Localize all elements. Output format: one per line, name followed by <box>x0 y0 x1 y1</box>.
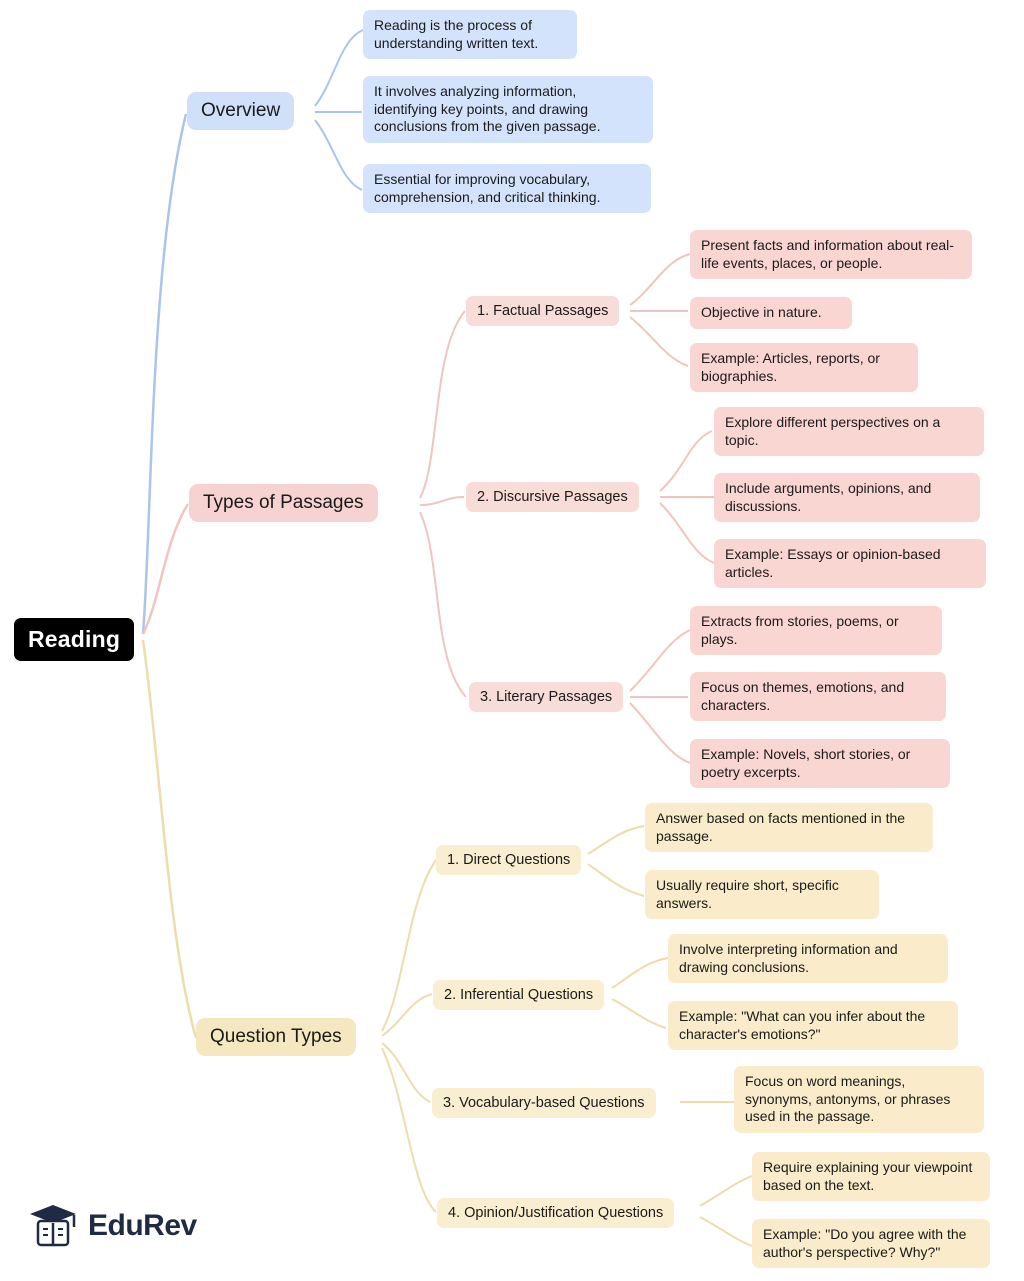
leaf-node-literary-1[interactable] <box>690 606 942 655</box>
leaf-node-opinion-2[interactable] <box>752 1219 990 1268</box>
leaf-node-discursive-1[interactable] <box>714 407 984 456</box>
leaf-label: Extracts from stories, poems, or plays. <box>701 613 899 647</box>
sub-node-label: 4. Opinion/Justification Questions <box>448 1205 664 1221</box>
sub-node-label: 2. Discursive Passages <box>477 489 628 505</box>
leaf-label: Explore different perspectives on a topic. <box>725 414 941 448</box>
sub-node-opinion-questions[interactable] <box>437 1198 674 1228</box>
branch-node-question-types-label: Question Types <box>210 1026 342 1047</box>
graduation-cap-icon <box>26 1201 80 1251</box>
leaf-label: Answer based on facts mentioned in the passage. <box>656 810 906 844</box>
sub-node-label: 3. Literary Passages <box>480 689 613 705</box>
leaf-node-literary-2[interactable] <box>690 672 946 721</box>
leaf-node-vocabulary-1[interactable] <box>734 1066 984 1133</box>
sub-node-label: 2. Inferential Questions <box>444 987 594 1003</box>
leaf-node-overview-2[interactable] <box>363 76 653 143</box>
leaf-label: Essential for improving vocabulary, comprehension, and critical thinking. <box>374 171 601 205</box>
sub-node-discursive-passages[interactable] <box>466 482 639 512</box>
sub-node-label: 1. Factual Passages <box>477 303 609 319</box>
leaf-node-factual-2[interactable] <box>690 297 852 329</box>
leaf-label: Include arguments, opinions, and discussions. <box>725 480 932 514</box>
edurev-logo <box>14 1185 202 1267</box>
branch-node-overview[interactable] <box>187 92 294 130</box>
sub-node-inferential-questions[interactable] <box>433 980 604 1010</box>
leaf-node-direct-1[interactable] <box>645 803 933 852</box>
branch-node-question-types[interactable] <box>196 1018 356 1056</box>
branch-node-overview-label: Overview <box>201 100 281 121</box>
leaf-label: Involve interpreting information and drawing conclusions. <box>679 941 898 975</box>
sub-node-label: 3. Vocabulary-based Questions <box>443 1095 645 1111</box>
branch-node-types-of-passages[interactable] <box>189 484 378 522</box>
root-node-label: Reading <box>28 626 121 652</box>
leaf-node-inferential-1[interactable] <box>668 934 948 983</box>
leaf-label: Require explaining your viewpoint based on the text. <box>763 1159 973 1193</box>
leaf-label: Focus on themes, emotions, and characters. <box>701 679 905 713</box>
leaf-node-factual-1[interactable] <box>690 230 972 279</box>
leaf-label: Example: Articles, reports, or biographies. <box>701 350 880 384</box>
leaf-label: It involves analyzing information, identifying key points, and drawing conclusions from the given passage. <box>374 83 601 134</box>
leaf-node-overview-1[interactable] <box>363 10 577 59</box>
leaf-node-factual-3[interactable] <box>690 343 918 392</box>
leaf-label: Objective in nature. <box>701 304 822 320</box>
leaf-node-literary-3[interactable] <box>690 739 950 788</box>
root-node-reading[interactable] <box>14 618 134 661</box>
leaf-label: Example: "Do you agree with the author's perspective? Why?" <box>763 1226 967 1260</box>
sub-node-literary-passages[interactable] <box>469 682 623 712</box>
leaf-label: Example: Novels, short stories, or poetry excerpts. <box>701 746 911 780</box>
leaf-label: Usually require short, specific answers. <box>656 877 839 911</box>
leaf-label: Reading is the process of understanding written text. <box>374 17 539 51</box>
leaf-node-inferential-2[interactable] <box>668 1001 958 1050</box>
leaf-node-discursive-3[interactable] <box>714 539 986 588</box>
leaf-node-opinion-1[interactable] <box>752 1152 990 1201</box>
leaf-label: Example: "What can you infer about the character's emotions?" <box>679 1008 926 1042</box>
sub-node-label: 1. Direct Questions <box>447 852 571 868</box>
sub-node-factual-passages[interactable] <box>466 296 619 326</box>
branch-node-types-of-passages-label: Types of Passages <box>203 492 364 513</box>
leaf-label: Focus on word meanings, synonyms, antonyms, or phrases used in the passage. <box>745 1073 951 1124</box>
sub-node-direct-questions[interactable] <box>436 845 581 875</box>
leaf-node-direct-2[interactable] <box>645 870 879 919</box>
leaf-node-overview-3[interactable] <box>363 164 651 213</box>
edurev-logo-text: EduRev <box>88 1209 197 1242</box>
leaf-label: Example: Essays or opinion-based articles. <box>725 546 941 580</box>
leaf-node-discursive-2[interactable] <box>714 473 980 522</box>
sub-node-vocabulary-questions[interactable] <box>432 1088 656 1118</box>
leaf-label: Present facts and information about real-life events, places, or people. <box>701 237 954 271</box>
